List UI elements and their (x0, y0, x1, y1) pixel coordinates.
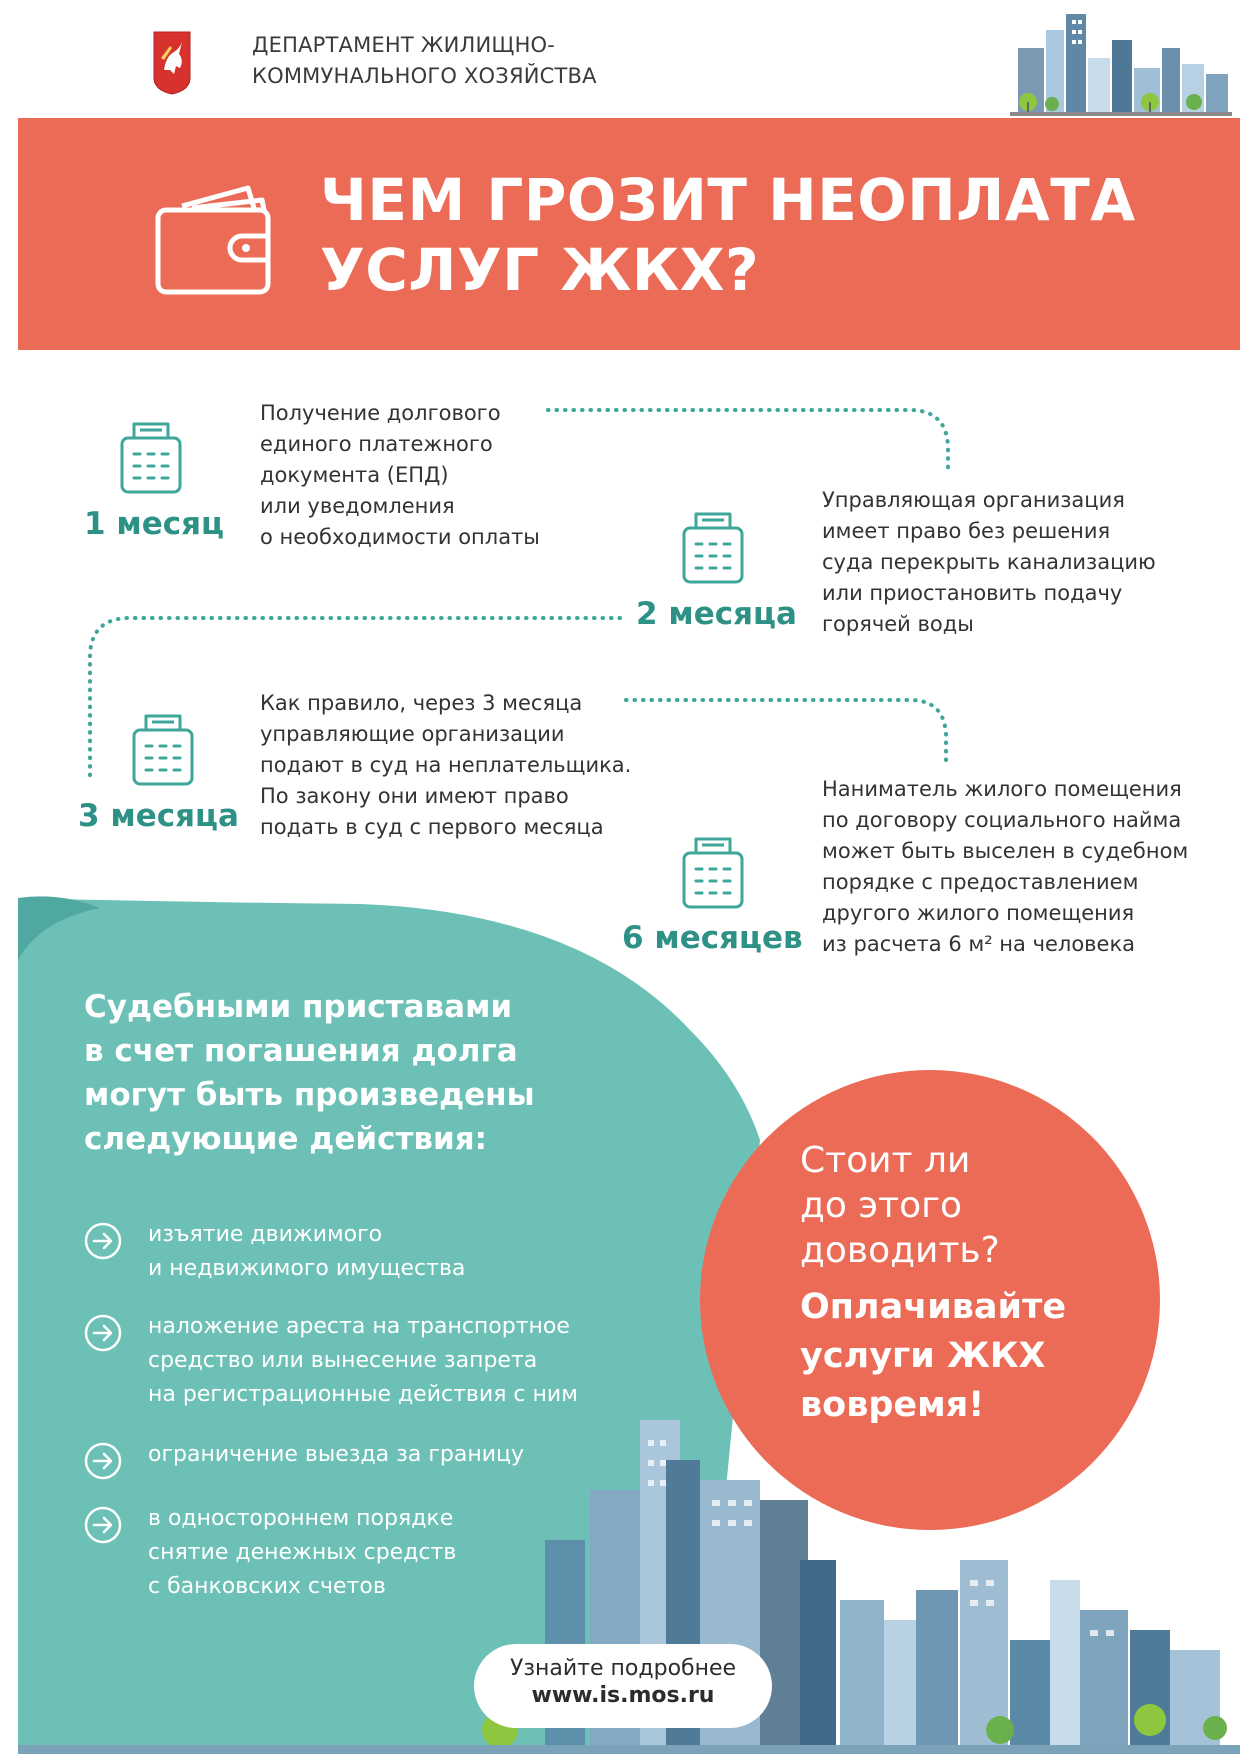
step-label-3-months: 3 месяца (78, 798, 239, 834)
text-line: Управляющая организация (822, 488, 1125, 512)
step-description-1-month (260, 398, 540, 553)
wallet-icon (152, 180, 280, 298)
arrow-right-circle-icon (84, 1314, 122, 1352)
text-line: по договору социального найма (822, 808, 1182, 832)
arrow-right-circle-icon (84, 1222, 122, 1260)
action-line: и недвижимого имущества (148, 1256, 466, 1281)
more-info-link[interactable]: www.is.mos.ru (531, 1683, 715, 1708)
cta-line: Оплачивайте (800, 1287, 1067, 1327)
arrow-right-circle-icon (84, 1442, 122, 1480)
text-line: имеет право без решения (822, 519, 1111, 543)
text-line: о необходимости оплаты (260, 525, 540, 549)
action-text (148, 1310, 578, 1412)
text-line: другого жилого помещения (822, 901, 1135, 925)
callout-question (800, 1138, 1130, 1273)
text-line: горячей воды (822, 612, 974, 636)
action-line: в одностороннем порядке (148, 1506, 454, 1531)
action-line: с банковских счетов (148, 1574, 386, 1599)
action-text (148, 1438, 524, 1472)
heading-line: Судебными приставами (84, 989, 513, 1025)
department-line: КОММУНАЛЬНОГО ХОЗЯЙСТВА (252, 64, 597, 88)
department-name (252, 30, 712, 92)
receipt-document-icon (680, 510, 746, 586)
page-title (320, 165, 1200, 305)
text-line: По закону они имеют право (260, 784, 569, 808)
text-line: Как правило, через 3 месяца (260, 691, 583, 715)
action-line: средство или вынесение запрета (148, 1348, 538, 1373)
bailiffs-heading (84, 985, 644, 1161)
title-line: ЧЕМ ГРОЗИТ НЕОПЛАТА (320, 166, 1136, 234)
text-line: Наниматель жилого помещения (822, 777, 1182, 801)
text-line: подают в суд на неплательщика. (260, 753, 632, 777)
action-text (148, 1218, 465, 1286)
cta-line: услуги ЖКХ (800, 1336, 1046, 1376)
action-line: наложение ареста на транспортное (148, 1314, 570, 1339)
text-line: Получение долгового (260, 401, 501, 425)
connector-3-6 (626, 700, 946, 760)
receipt-document-icon (130, 712, 196, 788)
step-description-3-months (260, 688, 631, 843)
text-line: или уведомления (260, 494, 455, 518)
text-line: может быть выселен в судебном (822, 839, 1189, 863)
heading-line: могут быть произведены (84, 1077, 535, 1113)
text-line: или приостановить подачу (822, 581, 1123, 605)
action-line: изъятие движимого (148, 1222, 383, 1247)
question-line: доводить? (800, 1230, 1000, 1271)
text-line: из расчета 6 м² на человека (822, 932, 1136, 956)
text-line: подать в суд с первого месяца (260, 815, 604, 839)
step-label-2-months: 2 месяца (636, 596, 797, 632)
text-line: единого платежного (260, 432, 493, 456)
receipt-document-icon (680, 835, 746, 911)
text-line: порядке с предоставлением (822, 870, 1139, 894)
department-line: ДЕПАРТАМЕНТ ЖИЛИЩНО- (252, 33, 556, 57)
callout-cta (800, 1283, 1130, 1430)
city-skyline-icon (1010, 10, 1232, 118)
step-label-1-month: 1 месяц (84, 506, 224, 542)
action-text (148, 1502, 456, 1604)
step-description-6-months (822, 774, 1188, 960)
text-line: суда перекрыть канализацию (822, 550, 1156, 574)
question-line: Стоит ли (800, 1140, 971, 1181)
moscow-coat-of-arms-icon (152, 30, 192, 96)
step-label-6-months: 6 месяцев (622, 920, 803, 956)
text-line: документа (ЕПД) (260, 463, 449, 487)
connector-1-2 (548, 410, 948, 470)
arrow-right-circle-icon (84, 1506, 122, 1544)
receipt-document-icon (118, 420, 184, 496)
heading-line: в счет погашения долга (84, 1033, 518, 1069)
cta-line: вовремя! (800, 1385, 985, 1425)
step-description-2-months (822, 485, 1156, 640)
question-line: до этого (800, 1185, 963, 1226)
callout (800, 1138, 1130, 1430)
action-line: на регистрационные действия с ним (148, 1382, 578, 1407)
more-info-label: Узнайте подробнее (509, 1656, 737, 1681)
action-line: ограничение выезда за границу (148, 1442, 524, 1467)
action-line: снятие денежных средств (148, 1540, 457, 1565)
heading-line: следующие действия: (84, 1121, 488, 1157)
title-line: УСЛУГ ЖКХ? (320, 236, 760, 304)
text-line: управляющие организации (260, 722, 565, 746)
more-info-pill[interactable] (474, 1644, 772, 1728)
